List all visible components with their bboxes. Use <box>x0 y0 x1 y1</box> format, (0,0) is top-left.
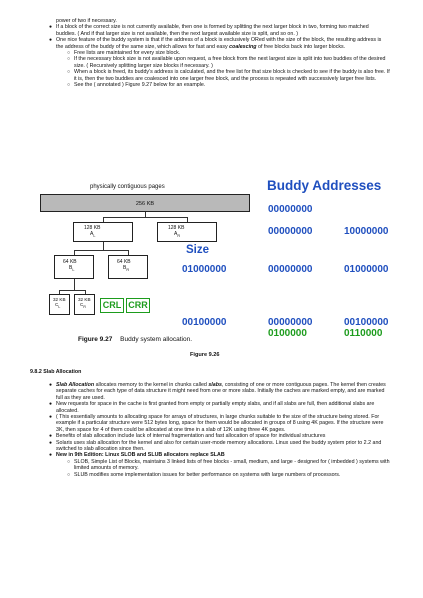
address-crl: 0100000 <box>268 328 307 339</box>
bullet-icon: ● <box>49 414 53 421</box>
block-sub: L <box>72 268 75 272</box>
sub-list-item <box>64 472 392 478</box>
circle-bullet-icon: ○ <box>67 50 71 57</box>
address-128-left: 00000000 <box>268 226 313 237</box>
bullet-text: If a block of the correct size is not currently available, then one is formed by splitting the next larger block in two, forming two matched buddies. ( And if that larger size is not available, then the next largest available size is split, and so on. ) <box>56 24 369 37</box>
bullet-icon: ● <box>49 439 53 446</box>
block-name: C <box>80 302 84 308</box>
circle-bullet-icon: ○ <box>67 471 71 478</box>
section-heading: 9.8.2 Slab Allocation <box>30 369 82 375</box>
list-item <box>40 401 392 414</box>
bullet-text: One nice feature of the buddy system is that if the address of a block is exclusively ORed with the size of the block, the resulting address is the address of the buddy of the same size, which allows for fast and easy <box>56 37 382 50</box>
block-name: B <box>123 265 127 271</box>
block-sub: R <box>83 305 86 310</box>
block-label: 64 KB <box>117 259 131 265</box>
block-64kb-br <box>108 255 148 279</box>
size-64: 01000000 <box>182 264 227 275</box>
sub-bullet-text: Free lists are maintained for every size block. <box>74 50 181 57</box>
list-item <box>40 440 392 453</box>
bullet-icon: ● <box>49 382 53 388</box>
block-label: 64 KB <box>63 259 77 265</box>
sub-list-item <box>64 459 392 472</box>
buddy-addresses-title: Buddy Addresses <box>267 178 382 193</box>
address-64-right: 01000000 <box>344 264 389 275</box>
keyword-slab-allocation: Slab Allocation <box>56 382 95 388</box>
block-label: 256 KB <box>135 201 155 207</box>
intro-continuation: power of two if necessary. <box>56 18 117 24</box>
figure-caption <box>78 336 192 343</box>
circle-bullet-icon: ○ <box>67 56 71 63</box>
address-32-right: 00100000 <box>344 317 389 328</box>
block-label: 32 KB <box>78 297 91 302</box>
block-name: A <box>174 231 178 237</box>
caption-text: Buddy system allocation. <box>120 336 193 343</box>
address-crr: 0110000 <box>344 328 383 339</box>
bullet-text: Benefits of slab allocation include lack of internal fragmentation and fast allocation of space for individual structures <box>56 433 326 440</box>
bullet-text: New in 9th Edition: Linux SLOB and SLUB allocators replace SLAB <box>56 452 225 459</box>
list-item <box>40 37 390 88</box>
circle-bullet-icon: ○ <box>67 69 71 76</box>
size-title: Size <box>186 244 210 256</box>
figure-header: physically contiguous pages <box>90 184 165 190</box>
bullet-icon: ● <box>49 452 53 459</box>
block-name: B <box>69 265 73 271</box>
keyword-slabs: slabs <box>208 382 222 388</box>
list-item <box>40 24 390 37</box>
sub-list-item <box>64 56 390 69</box>
bullet-icon: ● <box>49 401 53 408</box>
bullet-text: ( This essentially amounts to allocating space for arrays of structures, in large chunks suitable to the size of the structure being stored. For example if a particular structure were 512 bytes long, space for them would be allocated in groups of 8 using 4K pages. If the structure were 3K, then space for 4 of them could be allocated at one time in a slab of 12K using three 4K pages. <box>56 414 384 433</box>
bullet-text: allocates memory to the kernel in chunks called <box>95 382 207 388</box>
bullet-icon: ● <box>49 37 53 44</box>
block-sub: R <box>177 234 181 238</box>
size-32: 00100000 <box>182 317 227 328</box>
sub-bullet-text: See the ( annotated ) Figure 9.27 below for an example. <box>74 82 206 89</box>
block-label: 128 KB <box>168 225 185 231</box>
sub-list-item <box>64 82 390 88</box>
bullet-text: of free blocks back into larger blocks. <box>258 43 346 50</box>
bullet-icon: ● <box>49 24 53 31</box>
sub-bullet-text: When a block is freed, its buddy's address is calculated, and the free list for that size block is checked to see if the buddy is also free. If it is, then the two buddies are coalesced into one larger free block, and the process is repeated with successively larger free lists. <box>74 69 390 82</box>
figure-label: Figure 9.26 <box>190 352 220 358</box>
buddy-system-figure <box>40 180 400 360</box>
caption-number: Figure 9.27 <box>78 336 113 343</box>
block-label: CRR <box>128 300 148 310</box>
block-label: CRL <box>102 300 122 310</box>
slab-section <box>40 382 392 478</box>
block-32kb-cl <box>49 294 70 315</box>
sub-bullet-text: If the necessary block size is not available upon request, a free block from the next largest size is split into two buddies of the desired size. ( Recursively splitting larger size blocks if necessary. ) <box>74 56 386 69</box>
block-label: 32 KB <box>53 297 66 302</box>
keyword-coalescing: coalescing <box>229 43 257 50</box>
block-crr <box>126 298 150 313</box>
block-label: 128 KB <box>84 225 101 231</box>
circle-bullet-icon: ○ <box>67 82 71 89</box>
address-256: 00000000 <box>268 204 313 215</box>
block-sub: L <box>58 305 61 310</box>
block-name: A <box>90 231 94 237</box>
block-256kb <box>40 194 250 212</box>
block-crl <box>100 298 124 313</box>
block-64kb-bl <box>54 255 94 279</box>
address-128-right: 10000000 <box>344 226 389 237</box>
bullet-text: New requests for space in the cache is first granted from empty or partially empty slabs, and if all slabs are full, then additional slabs are allocated. <box>56 401 375 414</box>
list-item <box>40 414 392 433</box>
list-item <box>40 382 392 401</box>
bullet-icon: ● <box>49 433 53 440</box>
block-32kb-cr <box>74 294 95 315</box>
block-sub: L <box>93 234 96 238</box>
block-128kb-al <box>73 222 133 242</box>
block-128kb-ar <box>157 222 217 242</box>
sub-bullet-text: SLUB modifies some implementation issues for better performance on systems with large numbers of processors. <box>74 471 341 478</box>
address-64-left: 00000000 <box>268 264 313 275</box>
block-sub: R <box>126 268 130 272</box>
list-item <box>40 452 392 478</box>
block-name: C <box>55 302 59 308</box>
intro-section <box>40 18 390 88</box>
address-32-left: 00000000 <box>268 317 313 328</box>
circle-bullet-icon: ○ <box>67 458 71 465</box>
sub-list-item <box>64 69 390 82</box>
bullet-text: , consisting of one or more contiguous pages. The kernel then creates separate caches for each type of data structure it might need from one or more slabs. Initially the caches are marked empty, and are marked full as they are used. <box>56 382 386 401</box>
bullet-text: Solaris uses slab allocation for the kernel and also for certain user-mode memory allocations. Linux used the buddy system prior to 2.2 and switched to slab allocation since then. <box>56 439 382 453</box>
sub-bullet-text: SLOB, Simple List of Blocks, maintains 3 linked lists of free blocks - small, medium, and large - designed for ( imbedded ) systems with limited amounts of memory. <box>74 458 390 472</box>
